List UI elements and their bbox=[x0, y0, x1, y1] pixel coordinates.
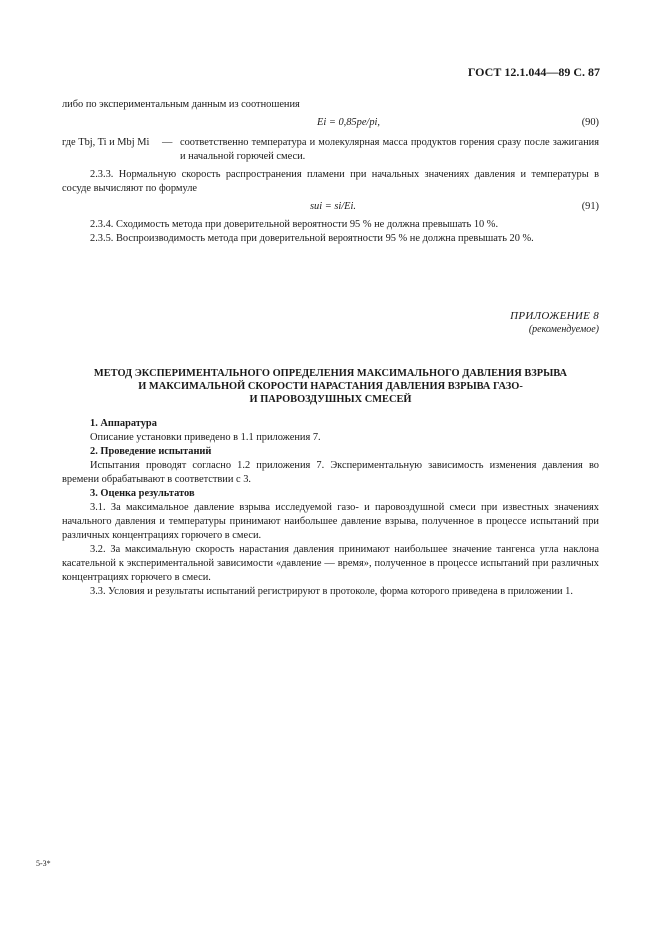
method-title-line-1: МЕТОД ЭКСПЕРИМЕНТАЛЬНОГО ОПРЕДЕЛЕНИЯ МАКСИМАЛЬНОГО ДАВЛЕНИЯ ВЗРЫВА bbox=[93, 368, 568, 379]
formula-90-text: Ei = 0,85pe/pi, bbox=[317, 117, 380, 128]
paragraph-2-3-4: 2.3.4. Сходимость метода при доверительной вероятности 95 % не должна превышать 10 %. bbox=[90, 219, 499, 230]
paragraph-3-3: 3.3. Условия и результаты испытаний регистрируют в протоколе, форма которого приведена в приложении 1. bbox=[90, 586, 573, 597]
appendix-label bbox=[440, 309, 599, 337]
running-header: ГОСТ 12.1.044—89 С. 87 bbox=[467, 65, 600, 79]
section-2-text: Испытания проводят согласно 1.2 приложения 7. Экспериментальную зависимость изменения давления во времени обрабатывают в соответствии с 3. bbox=[62, 460, 599, 485]
formula-91 bbox=[62, 200, 599, 216]
method-title-line-2: И МАКСИМАЛЬНОЙ СКОРОСТИ НАРАСТАНИЯ ДАВЛЕНИЯ ВЗРЫВА ГАЗО- bbox=[138, 381, 523, 392]
paragraph-3-2: 3.2. За максимальную скорость нарастания давления принимают наибольшее значение тангенса угла наклона касательной к экспериментальной зависимости «давление — время», полученное в процессе испытаний при различных концентрациях горючего в смеси. bbox=[62, 544, 599, 583]
footer-mark: 5-3* bbox=[36, 859, 51, 868]
section-2-heading: 2. Проведение испытаний bbox=[90, 446, 212, 457]
paragraph-2-3-5: 2.3.5. Воспроизводимость метода при доверительной вероятности 95 % не должна превышать 20 %. bbox=[90, 233, 534, 244]
appendix-title: ПРИЛОЖЕНИЕ 8 bbox=[510, 310, 599, 322]
section-1-text: Описание установки приведено в 1.1 приложения 7. bbox=[90, 432, 321, 443]
where-symbols: где Tbj, Ti и Mbj Mi bbox=[62, 137, 150, 148]
method-title bbox=[62, 367, 599, 406]
paragraph-2-3-3: 2.3.3. Нормальную скорость распространения пламени при начальных значениях давления и температуры в сосуде вычисляют по формуле bbox=[62, 169, 599, 194]
formula-91-text: sui = si/Ei. bbox=[310, 201, 356, 212]
upper-section bbox=[62, 98, 599, 246]
appendix-subtitle: (рекомендуемое) bbox=[528, 324, 599, 335]
where-description: соответственно температура и молекулярная масса продуктов горения сразу после зажигания и начальной горючей смеси. bbox=[180, 137, 599, 162]
where-clause bbox=[62, 136, 599, 164]
formula-90 bbox=[62, 116, 599, 132]
section-3-heading: 3. Оценка результатов bbox=[90, 488, 195, 499]
method-body bbox=[62, 417, 599, 599]
where-dash: — bbox=[162, 137, 173, 148]
intro-line: либо по экспериментальным данным из соотношения bbox=[62, 99, 300, 110]
formula-90-number: (90) bbox=[581, 117, 599, 128]
section-1-heading: 1. Аппаратура bbox=[90, 418, 157, 429]
paragraph-3-1: 3.1. За максимальное давление взрыва исследуемой газо- и паровоздушной смеси при известных значениях начального давления и температуры принимают наибольшее давление взрыва, полученное в процессе испытаний при различных концентрациях горючего в смеси. bbox=[62, 502, 599, 541]
method-title-line-3: И ПАРОВОЗДУШНЫХ СМЕСЕЙ bbox=[249, 394, 412, 405]
formula-91-number: (91) bbox=[581, 201, 599, 212]
